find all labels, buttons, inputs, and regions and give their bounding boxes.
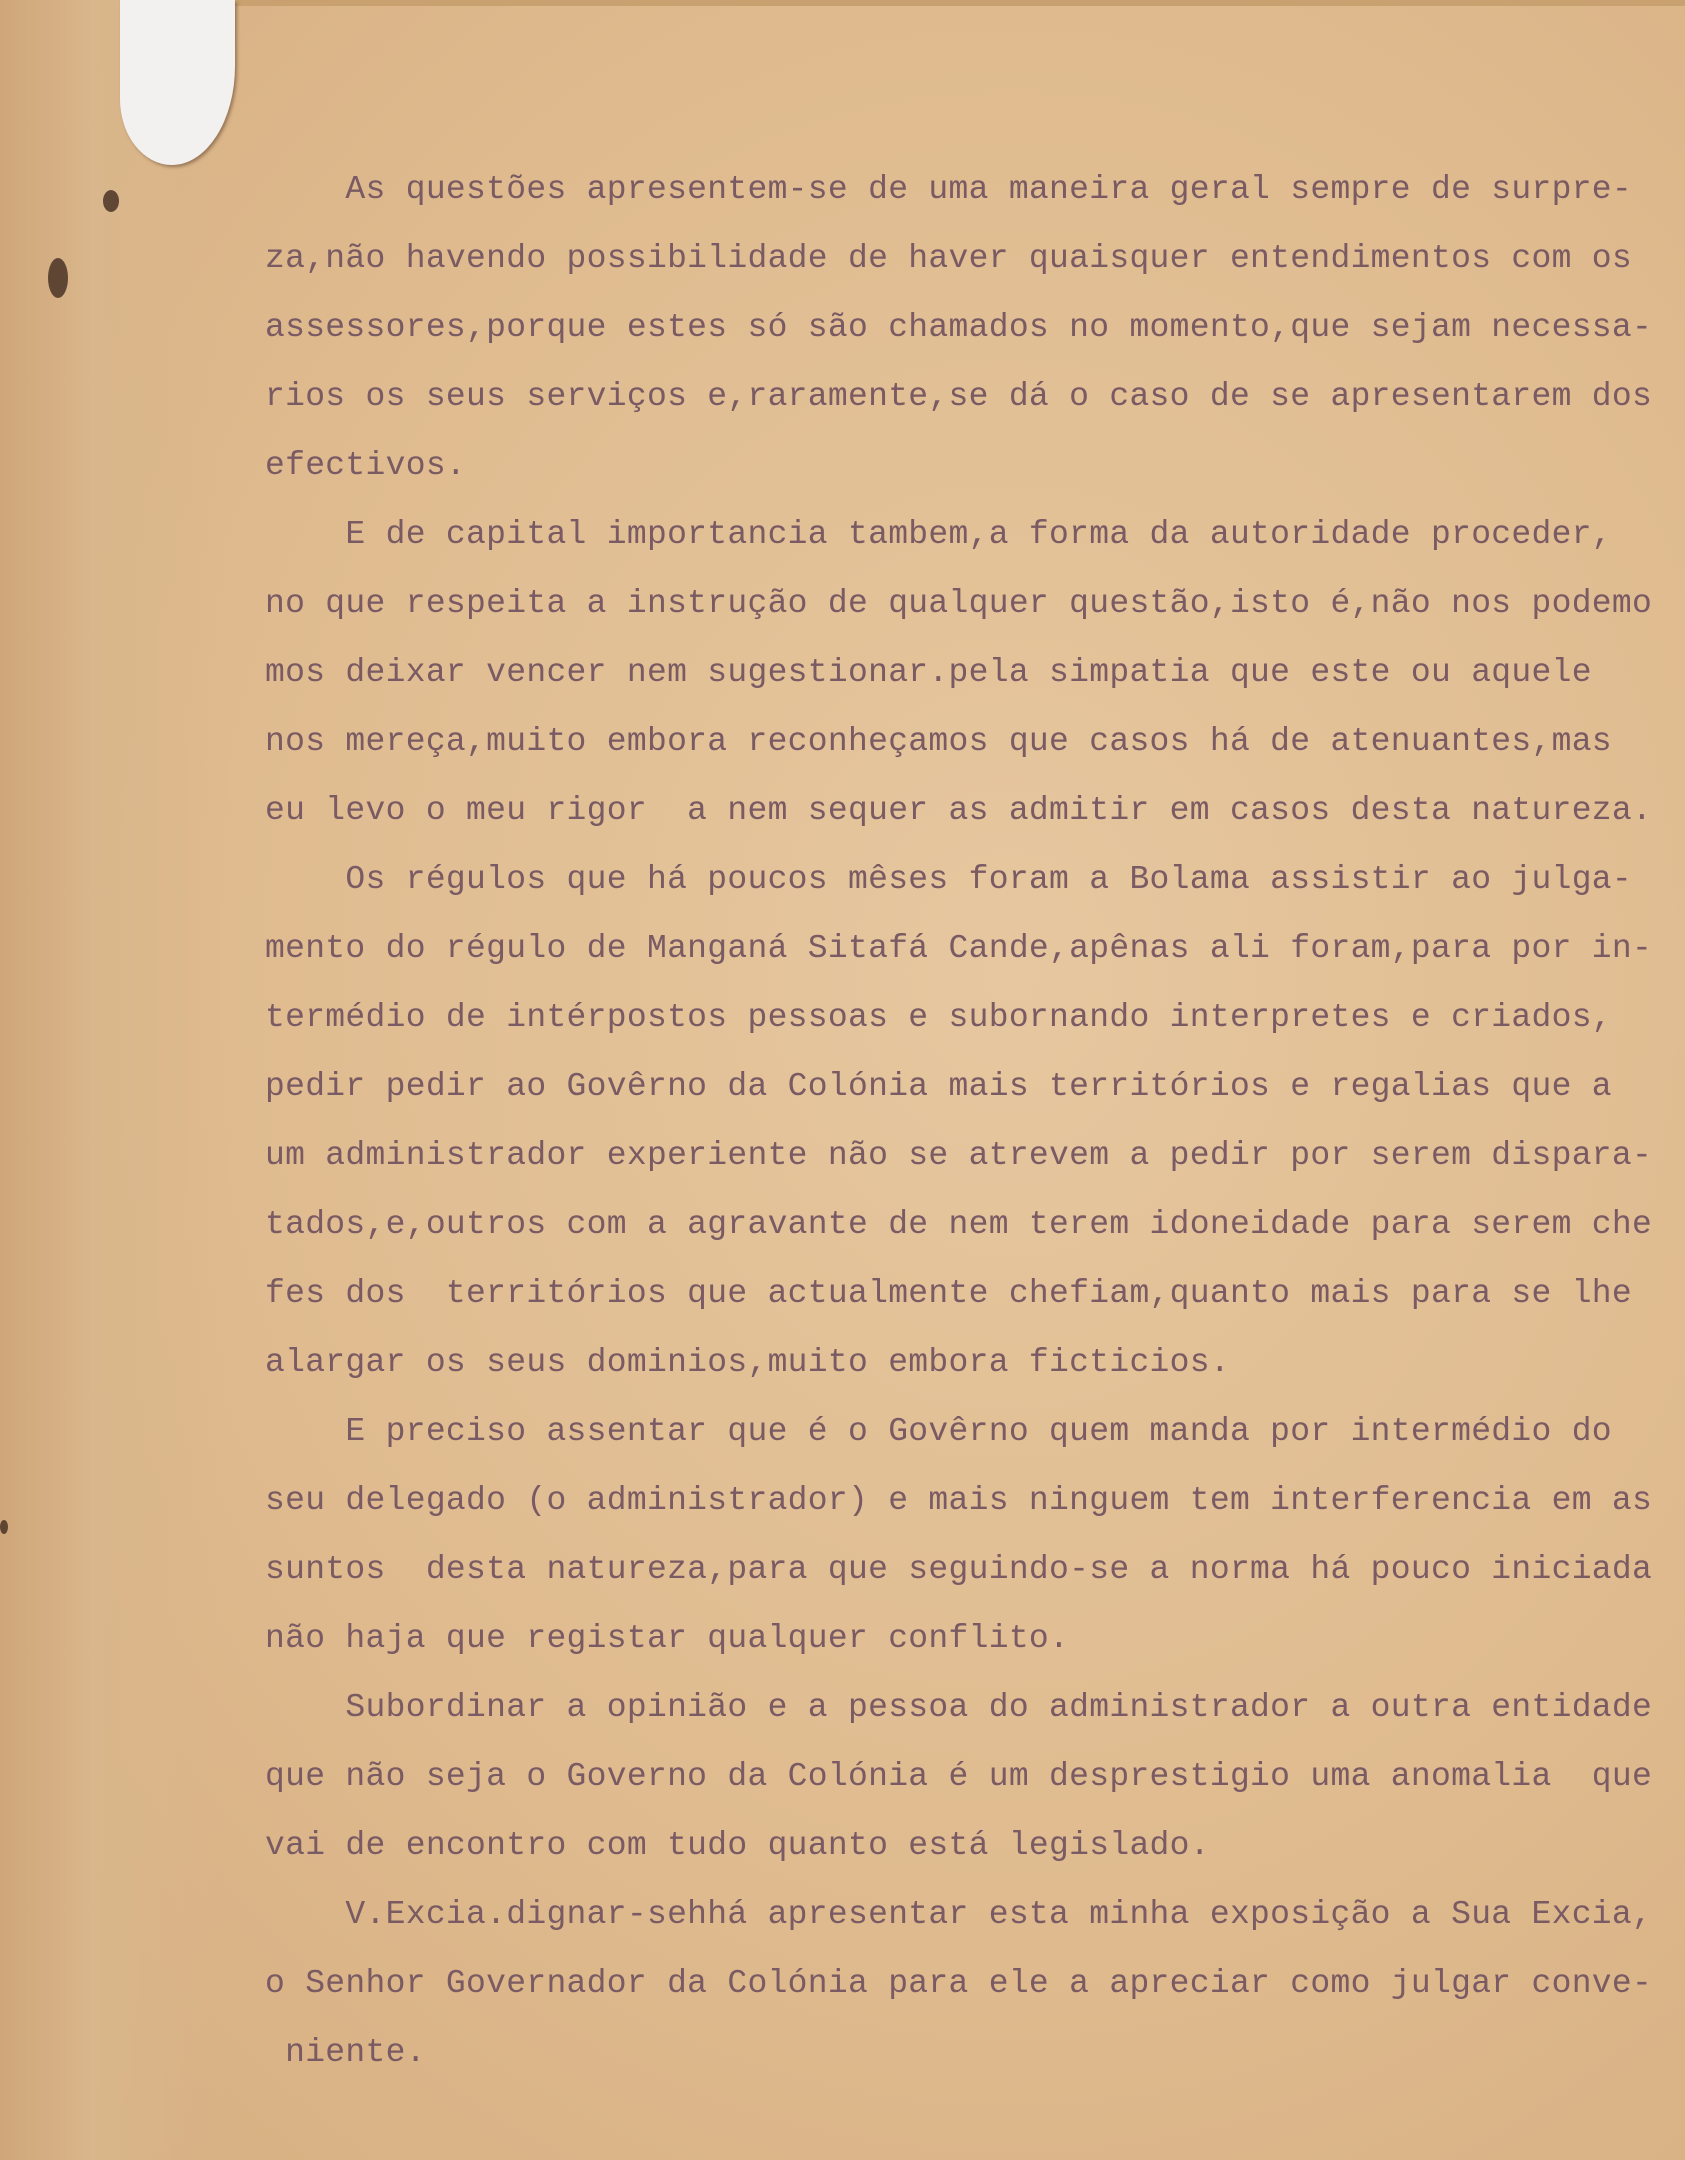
text-line: E preciso assentar que é o Govêrno quem manda por intermédio do xyxy=(265,1413,1612,1450)
text-line: eu levo o meu rigor a nem sequer as admitir em casos desta natureza. xyxy=(265,792,1653,829)
text-line: não haja que registar qualquer conflito. xyxy=(265,1620,1070,1657)
text-line: efectivos. xyxy=(265,447,467,484)
text-line: za,não havendo possibilidade de haver quaisquer entendimentos com os xyxy=(265,240,1633,277)
text-line: Subordinar a opinião e a pessoa do administrador a outra entidade xyxy=(265,1689,1653,1726)
text-line: nos mereça,muito embora reconheçamos que casos há de atenuantes,mas xyxy=(265,723,1612,760)
punch-hole-mark xyxy=(103,190,119,212)
text-line: que não seja o Governo da Colónia é um desprestigio uma anomalia que xyxy=(265,1758,1653,1795)
text-line: um administrador experiente não se atrevem a pedir por serem dispara- xyxy=(265,1137,1653,1174)
text-line: mento do régulo de Manganá Sitafá Cande,apênas ali foram,para por in- xyxy=(265,930,1653,967)
text-line: assessores,porque estes só são chamados no momento,que sejam necessa- xyxy=(265,309,1653,346)
page-top-edge xyxy=(230,0,1685,6)
text-line: fes dos territórios que actualmente chefiam,quanto mais para se lhe xyxy=(265,1275,1633,1312)
text-line: V.Excia.dignar-sehhá apresentar esta minha exposição a Sua Excia, xyxy=(265,1896,1653,1933)
text-line: alargar os seus dominios,muito embora ficticios. xyxy=(265,1344,1230,1381)
text-line: tados,e,outros com a agravante de nem terem idoneidade para serem che xyxy=(265,1206,1653,1243)
edge-mark xyxy=(0,1520,8,1534)
text-line: niente. xyxy=(265,2034,426,2071)
text-line: seu delegado (o administrador) e mais ninguem tem interferencia em as xyxy=(265,1482,1653,1519)
letter-body xyxy=(265,155,1685,2087)
punch-hole-mark xyxy=(48,258,68,298)
text-line: no que respeita a instrução de qualquer questão,isto é,não nos podemo xyxy=(265,585,1653,622)
text-line: o Senhor Governador da Colónia para ele a apreciar como julgar conve- xyxy=(265,1965,1653,2002)
text-line: pedir pedir ao Govêrno da Colónia mais territórios e regalias que a xyxy=(265,1068,1612,1105)
text-line: termédio de intérpostos pessoas e subornando interpretes e criados, xyxy=(265,999,1612,1036)
text-line: E de capital importancia tambem,a forma da autoridade proceder, xyxy=(265,516,1612,553)
text-line: vai de encontro com tudo quanto está legislado. xyxy=(265,1827,1210,1864)
text-line: Os régulos que há poucos mêses foram a Bolama assistir ao julga- xyxy=(265,861,1633,898)
text-line: suntos desta natureza,para que seguindo-se a norma há pouco iniciada xyxy=(265,1551,1653,1588)
text-line: mos deixar vencer nem sugestionar.pela simpatia que este ou aquele xyxy=(265,654,1592,691)
page-edge-shadow xyxy=(0,0,230,2160)
text-line: rios os seus serviços e,raramente,se dá o caso de se apresentarem dos xyxy=(265,378,1653,415)
text-line: As questões apresentem-se de uma maneira geral sempre de surpre- xyxy=(265,171,1633,208)
